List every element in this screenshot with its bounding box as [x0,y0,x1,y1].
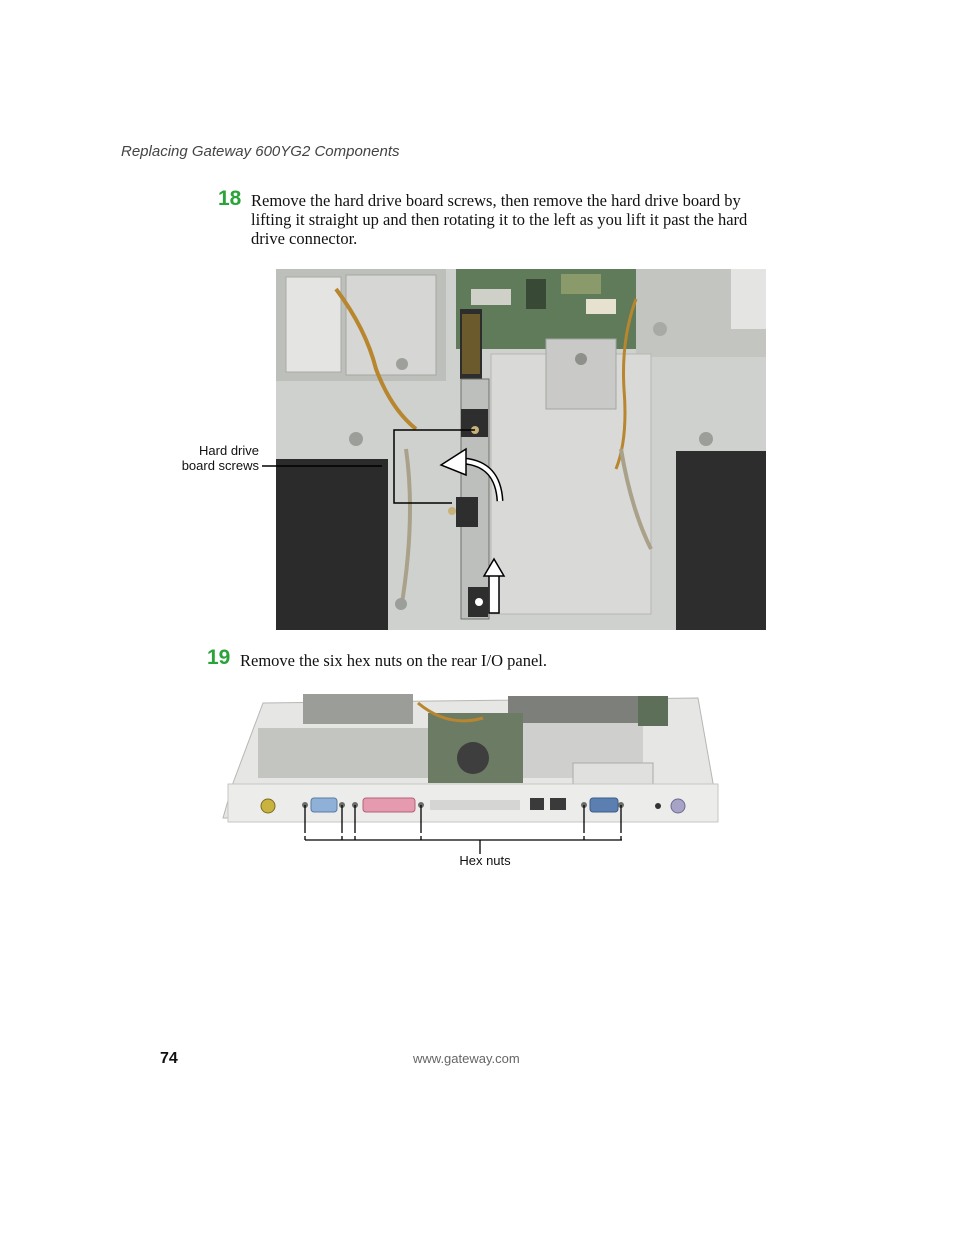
step-19-text: Remove the six hex nuts on the rear I/O panel. [240,651,547,670]
running-head: Replacing Gateway 600YG2 Components [121,143,400,160]
step-18-text: Remove the hard drive board screws, then remove the hard drive board by lifting it straight up and then rotating it to the left as you lift it past the hard drive connector. [251,191,748,248]
hex-nuts-callout: Hex nuts [459,853,511,868]
hard-drive-board-photo [276,269,766,630]
callout-line-2: board screws [181,458,259,473]
callout-leader-line [262,464,382,468]
rear-io-panel-photo [218,688,723,833]
footer-url[interactable]: www.gateway.com [413,1051,520,1066]
page-number: 74 [160,1050,178,1067]
hard-drive-screws-callout [160,443,259,473]
step-number-18: 18 [218,187,242,210]
step-number-19: 19 [207,646,231,669]
callout-line-1: Hard drive [199,443,259,458]
